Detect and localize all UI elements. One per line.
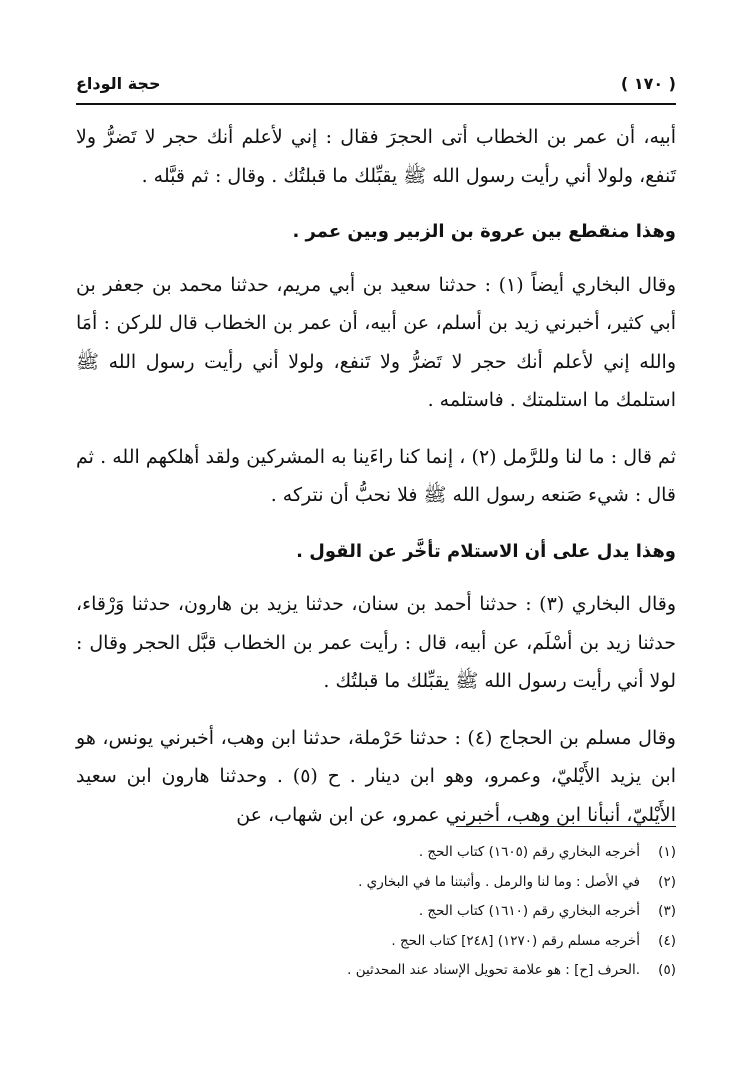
- footnote: [76, 897, 676, 927]
- footnote-text: .الحرف [ح] : هو علامة تحويل الإسناد عند المحدثين .: [347, 962, 640, 978]
- footnote: [76, 927, 676, 957]
- paragraph: أبيه، أن عمر بن الخطاب أتى الحجرَ فقال : إني لأعلم أنك حجر لا تَضرُّ ولا تَنفع، ولولا أني رأيت رسول الله ﷺ يقبِّلك ما قبلتُك . وقال : ثم قبَّله .: [76, 126, 676, 187]
- footnote-number: (٥): [658, 962, 676, 978]
- commentary-paragraph: وهذا منقطع بين عروة بن الزبير وبين عمر .: [292, 221, 676, 242]
- page-number: ( ١٧٠ ): [620, 73, 676, 93]
- paragraph: وقال البخاري أيضاً (١) : حدثنا سعيد بن أبي مريم، حدثنا محمد بن جعفر بن أبي كثير، أخبرني زيد بن أسلم، عن أبيه، أن عمر بن الخطاب قال للركن : أمَا والله إني لأعلم أنك حجر لا تَضرُّ ولا تَنفع، ولولا أني رأيت رسول الله ﷺ استلمك ما استلمتك . فاستلمه .: [76, 273, 676, 411]
- footnote: [76, 956, 676, 986]
- footnote-number: (٤): [658, 932, 676, 949]
- footnote-text: أخرجه مسلم رقم (١٢٧٠) [٢٤٨] كتاب الحج .: [391, 932, 640, 949]
- commentary-paragraph: وهذا يدل على أن الاستلام تأخَّر عن القول .: [296, 540, 676, 562]
- footnote: [76, 868, 676, 898]
- paragraph: وقال البخاري (٣) : حدثنا أحمد بن سنان، حدثنا يزيد بن هارون، حدثنا وَرْقاء، حدثنا زيد بن أسْلَم، عن أبيه، قال : رأيت عمر بن الخطاب قبَّل الحجر وقال : لولا أني رأيت رسول الله ﷺ يقبِّلك ما قبلتُك .: [76, 593, 676, 692]
- book-title: حجة الوداع: [76, 73, 161, 93]
- footnote-text: أخرجه البخاري رقم (١٦١٠) كتاب الحج .: [418, 903, 640, 919]
- paragraph: وقال مسلم بن الحجاج (٤) : حدثنا حَرْملة، حدثنا ابن وهب، أخبرني يونس، هو ابن يزيد الأَيْليّ، وعمرو، وهو ابن دينار . ح (٥) . وحدثنا هارون ابن سعيد الأَيْليّ، أنبأنا ابن وهب، أخبرني عمرو، عن ابن شهاب، عن: [76, 726, 676, 826]
- footnote-number: (١): [658, 844, 676, 860]
- footnote-text: أخرجه البخاري رقم (١٦٠٥) كتاب الحج .: [418, 844, 640, 860]
- footnote-rule: [456, 826, 676, 827]
- main-text: [76, 118, 676, 852]
- footnote-text: في الأصل : وما لنا والرمل . وأثبتنا ما في البخاري .: [358, 873, 640, 890]
- footnote: [76, 838, 676, 868]
- running-header: [76, 68, 676, 98]
- footnote-number: (٣): [658, 903, 676, 919]
- footnotes: [76, 838, 676, 986]
- paragraph: ثم قال : ما لنا وللرَّمل (٢) ، إنما كنا راءَينا به المشركين ولقد أهلكهم الله . ثم قال : شيء صَنعه رسول الله ﷺ فلا نحبُّ أن نتركه .: [76, 445, 676, 506]
- header-rule: [76, 103, 676, 105]
- footnote-number: (٢): [658, 873, 676, 890]
